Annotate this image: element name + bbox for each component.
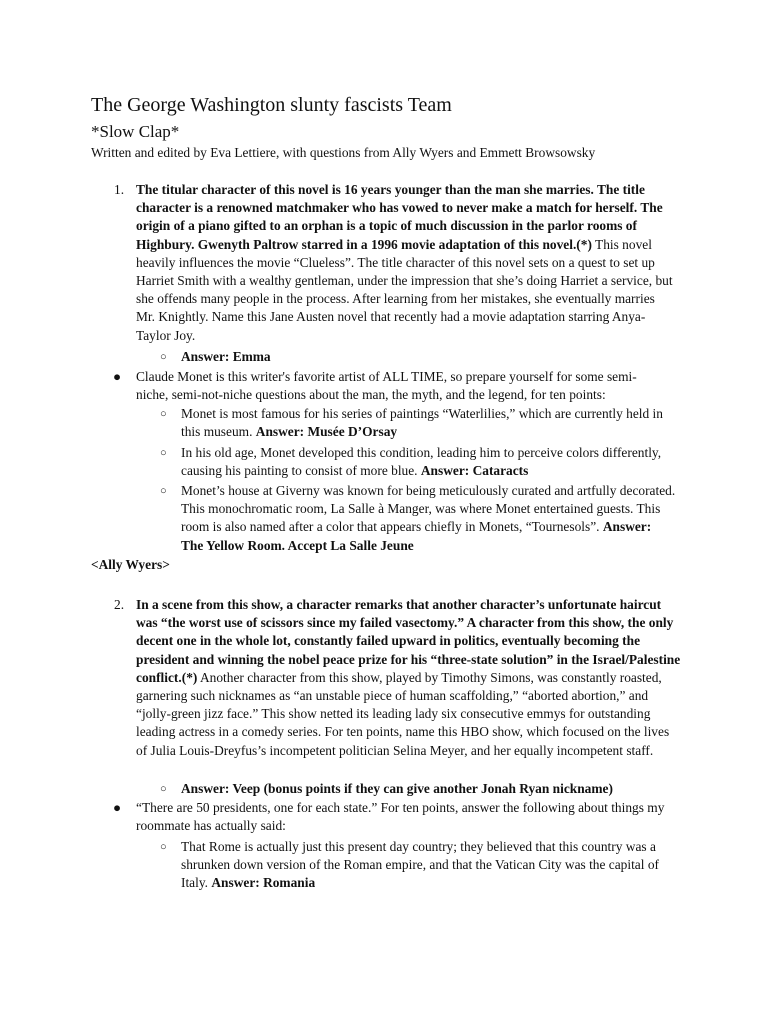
question-1-number: 1. — [114, 182, 125, 197]
sub-bullet-icon: ○ — [160, 447, 167, 459]
question-1 — [136, 181, 676, 345]
question-2-bold-lead: In a scene from this show, a character remarks that another character’s unfortunate haircut was “the worst use of scissors since my failed vasectomy.” A character from this show, the only decent one in the whole lot, constantly failed upward in politics, eventually becoming the president and winning the nobel peace prize for his “three-state solution” in the Israel/Palestine conflict.(*) — [136, 597, 681, 685]
bonus-1-part-1 — [181, 405, 676, 441]
bonus-1-part-2-text: In his old age, Monet developed this condition, leading him to perceive colors differently, causing his painting to consist of more blue. — [181, 445, 662, 479]
bonus-1-part-3-text: Monet’s house at Giverny was known for being meticulously curated and artfully decorated. This monochromatic room, La Salle à Manger, was where Monet entertained guests. This room is also named after a color that appears chiefly in Monets, “Tournesols”. — [181, 483, 676, 535]
question-2-number: 2. — [114, 597, 125, 612]
bonus-1-part-3-answer: Answer: The Yellow Room. Accept La Salle Jeune — [181, 519, 652, 553]
question-2 — [136, 596, 681, 760]
bonus-2-intro: “There are 50 presidents, one for each state.” For ten points, answer the following about things my roommate has actually said: — [136, 800, 665, 834]
bonus-1-part-1-text: Monet is most famous for his series of paintings “Waterlilies,” which are currently held in this museum. — [181, 406, 663, 440]
question-1-bold-lead: The titular character of this novel is 16 years younger than the man she marries. The title character is a renowned matchmaker who has vowed to never make a match for herself. The origin of a piano gifted to an orphan is a topic of much discussion in the parlor rooms of Highbury. Gwenyth Paltrow starred in a 1996 movie adaptation of this novel.(*) — [136, 182, 663, 252]
question-1-text: This novel heavily influences the movie “Clueless”. The title character of this novel sets on a quest to set up Harriet Smith with a wealthy gentleman, under the impression that she’s doing Harriet a service, but she offends many people in the process. After learning from her mistakes, she eventually marries Mr. Knightly. Name this Jane Austen novel that recently had a movie adaptation starring Anya-Taylor Joy. — [136, 236, 673, 343]
bonus-1-intro: Claude Monet is this writer's favorite artist of ALL TIME, so prepare yourself for some semi-niche, semi-not-niche questions about the man, the myth, and the legend, for ten points: — [136, 369, 637, 403]
bullet-icon: ● — [113, 369, 122, 384]
sub-bullet-icon: ○ — [160, 351, 167, 363]
bonus-1-part-2-answer: Answer: Cataracts — [420, 463, 529, 479]
sub-bullet-icon: ○ — [160, 783, 167, 795]
packet-byline: Written and edited by Eva Lettiere, with questions from Ally Wyers and Emmett Browsowsky — [91, 145, 596, 160]
sub-bullet-icon: ○ — [160, 408, 167, 420]
bonus-1-part-3 — [181, 482, 676, 555]
question-2-answer: Answer: Veep (bonus points if they can give another Jonah Ryan nickname) — [181, 781, 613, 796]
bonus-2-part-1-text: That Rome is actually just this present day country; they believed that this country was a shrunken down version of the Roman empire, and that the Vatican City was the capital of Italy. — [181, 839, 659, 891]
bonus-1-part-1-answer: Answer: Musée D’Orsay — [255, 424, 398, 440]
packet-subtitle: *Slow Clap* — [91, 122, 180, 141]
writer-credit: <Ally Wyers> — [91, 557, 170, 572]
sub-bullet-icon: ○ — [160, 841, 167, 853]
bonus-2-part-1-answer: Answer: Romania — [211, 875, 316, 891]
question-2-text: Another character from this show, played by Timothy Simons, was constantly roasted, garnering such nicknames as “an unstable piece of human scaffolding,” “aborted abortion,” and “jolly-green jizz face.” This show netted its leading lady six consecutive emmys for outstanding leading actress in a comedy series. For ten points, name this HBO show, which focused on the lives of Julia Louis-Dreyfus’s incompetent politician Selina Meyer, and her equally incompetent staff. — [136, 669, 670, 758]
sub-bullet-icon: ○ — [160, 485, 167, 497]
bullet-icon: ● — [113, 800, 122, 815]
bonus-1-part-2 — [181, 444, 681, 480]
question-1-answer: Answer: Emma — [181, 349, 271, 364]
packet-title: The George Washington slunty fascists Team — [91, 94, 452, 116]
bonus-2-part-1 — [181, 838, 681, 893]
